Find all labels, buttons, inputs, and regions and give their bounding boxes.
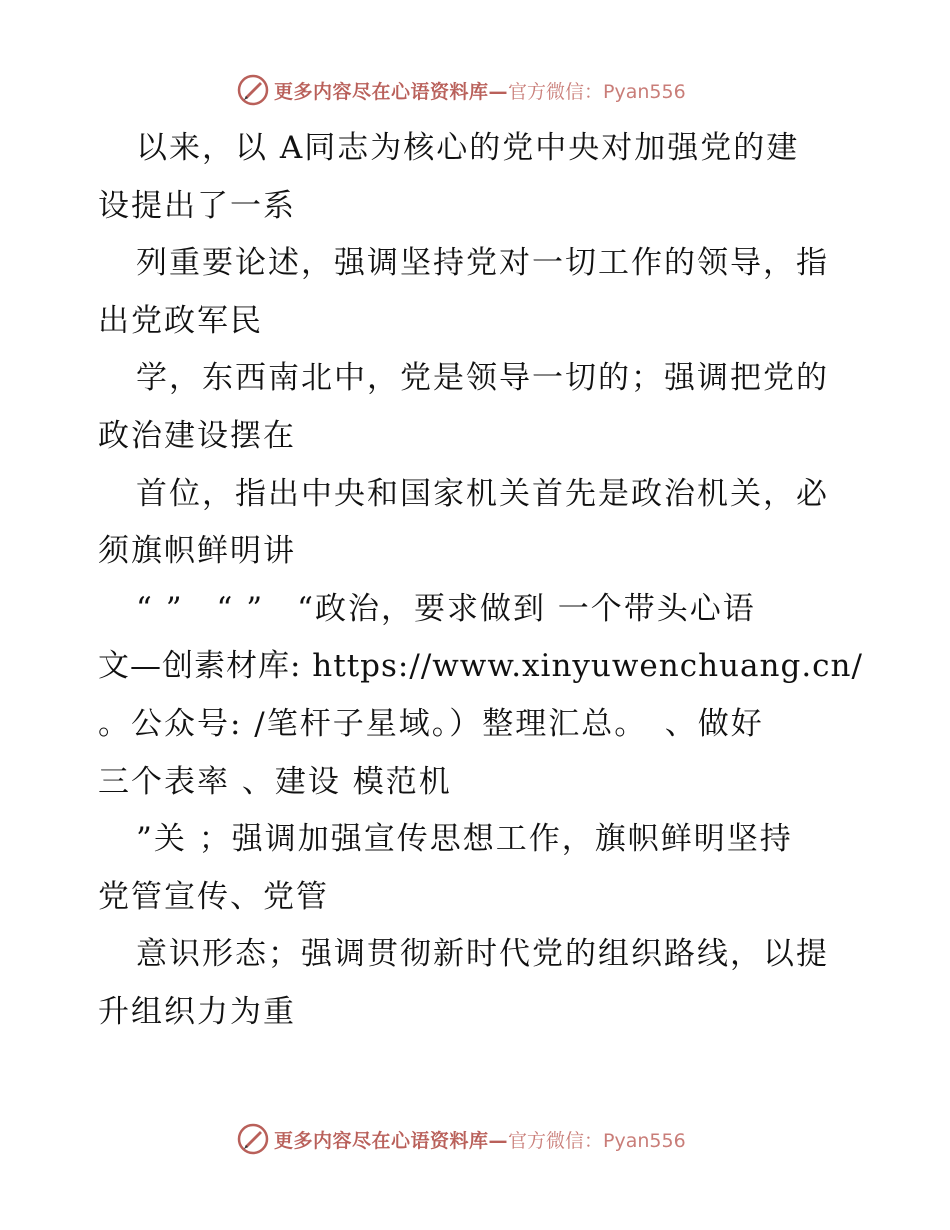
body-line-7: 首位，指出中央和国家机关首先是政治机关，必 (136, 475, 829, 512)
footer-wechat-text: 官方微信：Pyan556 (508, 1129, 686, 1152)
body-line-9: “ ” “ ” “政治，要求做到 一个带头心语 (136, 590, 756, 627)
body-line-14: 党管宣传、党管 (98, 878, 329, 915)
footer-banner-text: 更多内容尽在心语资料库— (274, 1129, 509, 1152)
quill-logo-icon (236, 1122, 270, 1156)
body-line-15: 意识形态；强调贯彻新时代党的组织路线，以提 (136, 936, 829, 973)
header-wechat-text: 官方微信：Pyan556 (508, 80, 686, 103)
document-body (98, 120, 863, 1042)
body-line-8: 须旗帜鲜明讲 (98, 533, 296, 570)
body-line-2: 设提出了一系 (98, 187, 296, 224)
body-line-10: 文—创素材库: https://www.xinyuwenchuang.cn/ (98, 648, 863, 685)
body-line-16: 升组织力为重 (98, 993, 296, 1030)
body-line-1: 以来，以 A同志为核心的党中央对加强党的建 (136, 130, 800, 166)
body-line-4: 出党政军民 (98, 302, 263, 339)
body-line-12: 三个表率 、建设 模范机 (98, 763, 452, 800)
body-line-13: ”关 ；强调加强宣传思想工作，旗帜鲜明坚持 (136, 821, 793, 858)
footer-banner (236, 1121, 686, 1157)
body-line-5: 学，东西南北中，党是领导一切的；强调把党的 (136, 360, 829, 397)
body-line-11: 。公众号: /笔杆子星域。）整理汇总。 、做好 (98, 705, 764, 742)
header-banner-text: 更多内容尽在心语资料库— (274, 80, 509, 103)
body-line-3: 列重要论述，强调坚持党对一切工作的领导，指 (136, 245, 829, 282)
header-banner (236, 72, 686, 108)
body-line-6: 政治建设摆在 (98, 417, 296, 454)
quill-logo-icon (236, 73, 270, 107)
